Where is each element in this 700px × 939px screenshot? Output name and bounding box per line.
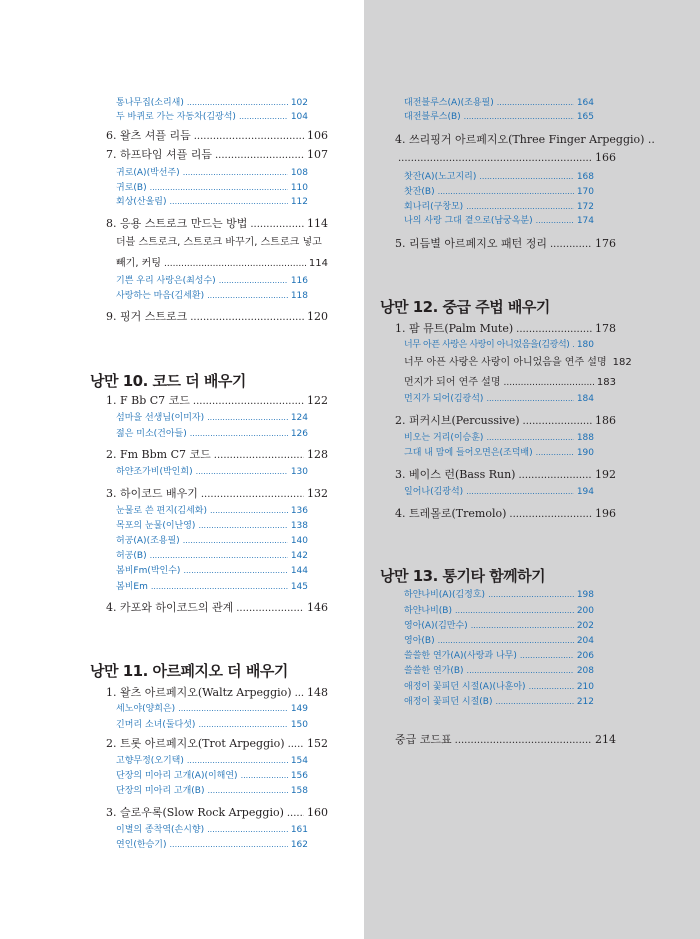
- toc-song-entry: [116, 95, 308, 108]
- toc-section-entry: [106, 146, 328, 162]
- dot-leader: [190, 429, 288, 438]
- toc-title: 1. 왈츠 아르페지오(Waltz Arpeggio): [106, 686, 292, 699]
- toc-song-entry: [116, 109, 308, 122]
- toc-song-entry: [404, 391, 594, 404]
- toc-title: 긴머리 소녀(둘다섯): [116, 720, 196, 730]
- page-number: 156: [290, 771, 308, 781]
- toc-section-entry: [106, 485, 328, 501]
- dot-leader: [164, 259, 306, 269]
- toc-title: 고향무정(오기택): [116, 756, 184, 766]
- page-number: 107: [307, 148, 328, 161]
- page-number: 124: [290, 413, 308, 423]
- toc-song-entry: [116, 701, 308, 714]
- toc-title: 두 바퀴로 가는 자동차(김광석): [116, 112, 236, 122]
- dot-leader: [187, 756, 288, 765]
- page-number: 154: [290, 756, 308, 766]
- toc-title: 젊은 미소(건아들): [116, 429, 187, 439]
- page-number: 128: [307, 448, 328, 461]
- dot-leader: [183, 168, 288, 177]
- page-number: 158: [290, 786, 308, 796]
- toc-title: 빼기, 커팅: [116, 258, 161, 269]
- dot-leader: [236, 603, 304, 614]
- page-number: 130: [290, 467, 308, 477]
- toc-section-entry: [106, 446, 328, 462]
- page-number: 168: [576, 172, 594, 182]
- toc-song-entry: [404, 169, 594, 182]
- dot-leader: [151, 582, 288, 591]
- page-number: 122: [307, 394, 328, 407]
- dot-leader: [250, 219, 304, 230]
- toc-section-entry: [395, 131, 655, 147]
- toc-song-entry: [116, 717, 308, 730]
- toc-song-entry: [404, 184, 594, 197]
- toc-title: 5. 리듬별 아르페지오 패턴 정리: [395, 237, 547, 250]
- dot-leader: [196, 467, 288, 476]
- toc-title: 허공(A)(조용필): [116, 536, 180, 546]
- toc-section-entry: [106, 804, 328, 820]
- dot-leader: [183, 536, 288, 545]
- toc-section-entry: [106, 215, 328, 231]
- dot-leader: [536, 448, 574, 457]
- toc-title: 사랑하는 마음(김세환): [116, 291, 205, 301]
- page-number: 192: [595, 468, 616, 481]
- dot-leader: [190, 312, 304, 323]
- toc-song-entry: [404, 213, 594, 226]
- dot-leader: [467, 666, 574, 675]
- dot-leader: [183, 566, 287, 575]
- page-number: 132: [307, 487, 328, 500]
- toc-title: 4. 트레몰로(Tremolo): [395, 507, 507, 520]
- page-number: 188: [576, 433, 594, 443]
- page-number: 214: [595, 733, 616, 746]
- page-number: 138: [290, 521, 308, 531]
- toc-title: 일어나(김광석): [404, 487, 464, 497]
- toc-title: 먼지가 되어 연주 설명: [404, 377, 501, 388]
- toc-title: 귀로(A)(박선주): [116, 168, 180, 178]
- toc-song-entry: [116, 180, 308, 193]
- toc-song-entry: [116, 822, 308, 835]
- toc-title: 회상(산울림): [116, 197, 167, 207]
- page-number: 176: [595, 237, 616, 250]
- dot-leader: [198, 720, 287, 729]
- toc-title: 너무 아픈 사랑은 사랑이 아니었음을 연주 설명: [404, 357, 607, 368]
- toc-title: 2. 트롯 아르페지오(Trot Arpeggio): [106, 737, 285, 750]
- toc-song-entry: [404, 694, 594, 707]
- page-number: 149: [290, 704, 308, 714]
- toc-title: 4. 쓰리핑거 아르페지오(Three Finger Arpeggio) ..: [395, 133, 655, 146]
- toc-song-entry: [116, 426, 308, 439]
- toc-title: 하얀나비(B): [404, 606, 452, 616]
- dot-leader: [201, 489, 304, 500]
- page-number: 144: [290, 566, 308, 576]
- toc-song-entry: [116, 533, 308, 546]
- toc-title: 1. F Bb C7 코드: [106, 394, 190, 407]
- toc-title: 먼지가 되어(김광석): [404, 394, 484, 404]
- chapter-heading: 낭만 10. 코드 더 배우기: [90, 372, 246, 390]
- page-number: 202: [576, 621, 594, 631]
- toc-section-entry: [395, 731, 616, 747]
- toc-title: 봄비Em: [116, 582, 148, 592]
- toc-song-entry: [404, 679, 594, 692]
- toc-title: 더블 스트로크, 스트로크 바꾸기, 스트로크 넣고: [116, 237, 322, 248]
- page-number: 150: [290, 720, 308, 730]
- dot-leader: [486, 433, 573, 442]
- toc-text-entry: [404, 353, 632, 368]
- toc-title: 하얀나비(A)(김정호): [404, 590, 486, 600]
- toc-title: 8. 응용 스트로크 만드는 방법: [106, 217, 248, 230]
- dot-leader: [488, 590, 574, 599]
- dot-leader: [150, 183, 288, 192]
- toc-title: 섬마을 선생님(이미자): [116, 413, 205, 423]
- toc-song-entry: [404, 430, 594, 443]
- toc-song-entry: [116, 563, 308, 576]
- dot-leader: [479, 172, 573, 181]
- toc-title: 애정이 꽃피던 시절(A)(나훈아): [404, 682, 526, 692]
- page-number: 152: [307, 737, 328, 750]
- dot-leader: [455, 735, 592, 746]
- toc-title: 봄비Fm(박인수): [116, 566, 181, 576]
- page-number: 102: [290, 98, 308, 108]
- chapter-heading: 낭만 12. 중급 주법 배우기: [380, 298, 550, 316]
- toc-title: 찻잔(A)(노고지리): [404, 172, 477, 182]
- toc-title: 3. 하이코드 배우기: [106, 487, 198, 500]
- toc-title: 귀로(B): [116, 183, 147, 193]
- toc-section-entry: [395, 235, 616, 251]
- page-number: 194: [576, 487, 594, 497]
- toc-song-entry: [404, 337, 594, 350]
- page-number: 190: [576, 448, 594, 458]
- toc-title: 나의 사랑 그대 곁으로(남궁옥분): [404, 216, 533, 226]
- page-number: 180: [576, 340, 594, 350]
- page-number: 166: [595, 151, 616, 164]
- toc-section-entry: [395, 466, 616, 482]
- toc-title: 9. 핑거 스트로크: [106, 310, 188, 323]
- dot-leader: [150, 551, 288, 560]
- toc-title: 2. 퍼커시브(Percussive): [395, 414, 520, 427]
- dot-leader: [241, 771, 288, 780]
- toc-title: 애정이 꽃피던 시절(B): [404, 697, 493, 707]
- toc-song-entry: [404, 445, 594, 458]
- dot-leader: [438, 187, 574, 196]
- toc-title: 하얀조가비(박인희): [116, 467, 193, 477]
- page-number: 136: [290, 506, 308, 516]
- dot-leader: [214, 450, 304, 461]
- page-number: 174: [576, 216, 594, 226]
- toc-title: 영아(B): [404, 636, 435, 646]
- toc-song-entry: [404, 95, 594, 108]
- toc-title: 기쁜 우리 사랑은(최성수): [116, 276, 216, 286]
- page-number: 116: [290, 276, 308, 286]
- toc-title: 허공(B): [116, 551, 147, 561]
- toc-section-entry: [395, 412, 616, 428]
- toc-section-entry: [106, 127, 328, 143]
- toc-title: 눈물로 쓴 편지(김세화): [116, 506, 207, 516]
- toc-song-entry: [116, 288, 308, 301]
- toc-title: 그대 내 맘에 들어오면은(조덕배): [404, 448, 533, 458]
- toc-song-entry: [116, 410, 308, 423]
- toc-section-entry: [106, 392, 328, 408]
- toc-title: 쓸쓸한 연가(B): [404, 666, 464, 676]
- page-number: 212: [576, 697, 594, 707]
- toc-title: 회나리(구창모): [404, 202, 464, 212]
- toc-title: 연인(한승기): [116, 840, 167, 850]
- toc-song-entry: [404, 199, 594, 212]
- page-number: 165: [576, 112, 594, 122]
- dot-leader: [239, 112, 288, 121]
- page-number: 160: [307, 806, 328, 819]
- dot-leader: [497, 98, 574, 107]
- page-number: 142: [290, 551, 308, 561]
- toc-song-entry: [404, 618, 594, 631]
- dot-leader: [466, 487, 574, 496]
- toc-title: 대전블루스(A)(조용필): [404, 98, 494, 108]
- chapter-heading: 낭만 11. 아르페지오 더 배우기: [90, 662, 288, 680]
- toc-song-entry: [116, 464, 308, 477]
- dot-leader: [398, 153, 592, 164]
- toc-section-entry: [106, 684, 328, 700]
- dot-leader: [471, 621, 574, 630]
- toc-text-entry: [116, 254, 328, 269]
- toc-title: 3. 슬로우록(Slow Rock Arpeggio): [106, 806, 284, 819]
- toc-song-entry: [116, 548, 308, 561]
- dot-leader: [207, 825, 288, 834]
- page-number: 196: [595, 507, 616, 520]
- page-number: 186: [595, 414, 616, 427]
- dot-leader: [518, 470, 592, 481]
- toc-song-entry: [404, 663, 594, 676]
- toc-title: 중급 코드표: [395, 733, 452, 746]
- toc-song-entry: [404, 633, 594, 646]
- page-number: 148: [307, 686, 328, 699]
- page-number: 172: [576, 202, 594, 212]
- toc-title: 7. 하프타임 셔플 리듬: [106, 148, 212, 161]
- page-number: 112: [290, 197, 308, 207]
- toc-song-entry: [116, 194, 308, 207]
- page-number: 204: [576, 636, 594, 646]
- dot-leader: [295, 688, 304, 699]
- dot-leader: [464, 112, 574, 121]
- dot-leader: [503, 378, 593, 388]
- dot-leader: [438, 636, 574, 645]
- page-number: 114: [308, 258, 328, 269]
- page-number: 106: [307, 129, 328, 142]
- page-number: 108: [290, 168, 308, 178]
- toc-song-entry: [116, 783, 308, 796]
- dot-leader: [572, 340, 573, 349]
- toc-song-entry: [404, 603, 594, 616]
- page-number: 184: [576, 394, 594, 404]
- page-number: 178: [595, 322, 616, 335]
- page-number: 164: [576, 98, 594, 108]
- toc-title: 2. Fm Bbm C7 코드: [106, 448, 211, 461]
- toc-section-entry: [395, 320, 616, 336]
- dot-leader: [207, 413, 288, 422]
- page-number: 162: [290, 840, 308, 850]
- page-number: 206: [576, 651, 594, 661]
- dot-leader: [193, 396, 304, 407]
- page-number: 114: [307, 217, 328, 230]
- page-number: 182: [612, 357, 632, 368]
- page-number: 198: [576, 590, 594, 600]
- toc-section-entry: [106, 599, 328, 615]
- toc-section-entry: [395, 151, 616, 164]
- toc-text-entry: [116, 233, 328, 248]
- page-number: 140: [290, 536, 308, 546]
- dot-leader: [170, 840, 288, 849]
- toc-song-entry: [116, 579, 308, 592]
- page-number: 104: [290, 112, 308, 122]
- dot-leader: [516, 324, 592, 335]
- toc-title: 3. 베이스 런(Bass Run): [395, 468, 516, 481]
- toc-song-entry: [404, 587, 594, 600]
- page-number: 170: [576, 187, 594, 197]
- toc-section-entry: [106, 735, 328, 751]
- dot-leader: [466, 202, 574, 211]
- toc-title: 단장의 미아리 고개(A)(이해연): [116, 771, 238, 781]
- toc-song-entry: [404, 484, 594, 497]
- page-number: 120: [307, 310, 328, 323]
- toc-title: 비오는 거리(이승훈): [404, 433, 484, 443]
- toc-title: 이별의 종착역(손시향): [116, 825, 205, 835]
- toc-text-entry: [404, 373, 616, 388]
- toc-title: 대전블루스(B): [404, 112, 461, 122]
- toc-title: 너무 아픈 사랑은 사랑이 아니었음을(김광석): [404, 340, 570, 350]
- dot-leader: [486, 394, 573, 403]
- page-number: 183: [596, 377, 616, 388]
- page-number: 110: [290, 183, 308, 193]
- dot-leader: [207, 291, 288, 300]
- toc-song-entry: [116, 768, 308, 781]
- page-number: 208: [576, 666, 594, 676]
- toc-title: 세노야(양희은): [116, 704, 176, 714]
- toc-song-entry: [116, 518, 308, 531]
- toc-song-entry: [116, 837, 308, 850]
- dot-leader: [550, 239, 592, 250]
- dot-leader: [178, 704, 288, 713]
- dot-leader: [509, 509, 592, 520]
- dot-leader: [520, 651, 574, 660]
- page-number: 200: [576, 606, 594, 616]
- dot-leader: [215, 150, 304, 161]
- page-number: 126: [290, 429, 308, 439]
- dot-leader: [187, 98, 288, 107]
- dot-leader: [207, 786, 287, 795]
- chapter-heading: 낭만 13. 통기타 함께하기: [380, 567, 546, 585]
- toc-title: 단장의 미아리 고개(B): [116, 786, 205, 796]
- dot-leader: [529, 682, 574, 691]
- page-number: 145: [290, 582, 308, 592]
- page-number: 118: [290, 291, 308, 301]
- page-number: 210: [576, 682, 594, 692]
- toc-song-entry: [116, 503, 308, 516]
- dot-leader: [288, 739, 304, 750]
- dot-leader: [210, 506, 288, 515]
- toc-title: 4. 카포와 하이코드의 관계: [106, 601, 234, 614]
- toc-song-entry: [404, 648, 594, 661]
- dot-leader: [194, 131, 304, 142]
- dot-leader: [536, 216, 574, 225]
- toc-song-entry: [116, 753, 308, 766]
- dot-leader: [495, 697, 573, 706]
- toc-section-entry: [395, 505, 616, 521]
- dot-leader: [198, 521, 287, 530]
- dot-leader: [170, 197, 288, 206]
- toc-song-entry: [116, 273, 308, 286]
- toc-title: 1. 팜 뮤트(Palm Mute): [395, 322, 514, 335]
- toc-section-entry: [106, 308, 328, 324]
- toc-title: 목포의 눈물(이난영): [116, 521, 196, 531]
- page-number: 161: [290, 825, 308, 835]
- toc-title: 쓸쓸한 연가(A)(사랑과 나무): [404, 651, 517, 661]
- dot-leader: [219, 276, 288, 285]
- toc-song-entry: [116, 165, 308, 178]
- toc-title: 6. 왈츠 셔플 리듬: [106, 129, 191, 142]
- page-number: 146: [307, 601, 328, 614]
- toc-title: 찻잔(B): [404, 187, 435, 197]
- dot-leader: [455, 606, 574, 615]
- toc-title: 영아(A)(김만수): [404, 621, 468, 631]
- dot-leader: [523, 416, 592, 427]
- toc-song-entry: [404, 109, 594, 122]
- dot-leader: [287, 808, 304, 819]
- toc-title: 통나무집(소리새): [116, 98, 184, 108]
